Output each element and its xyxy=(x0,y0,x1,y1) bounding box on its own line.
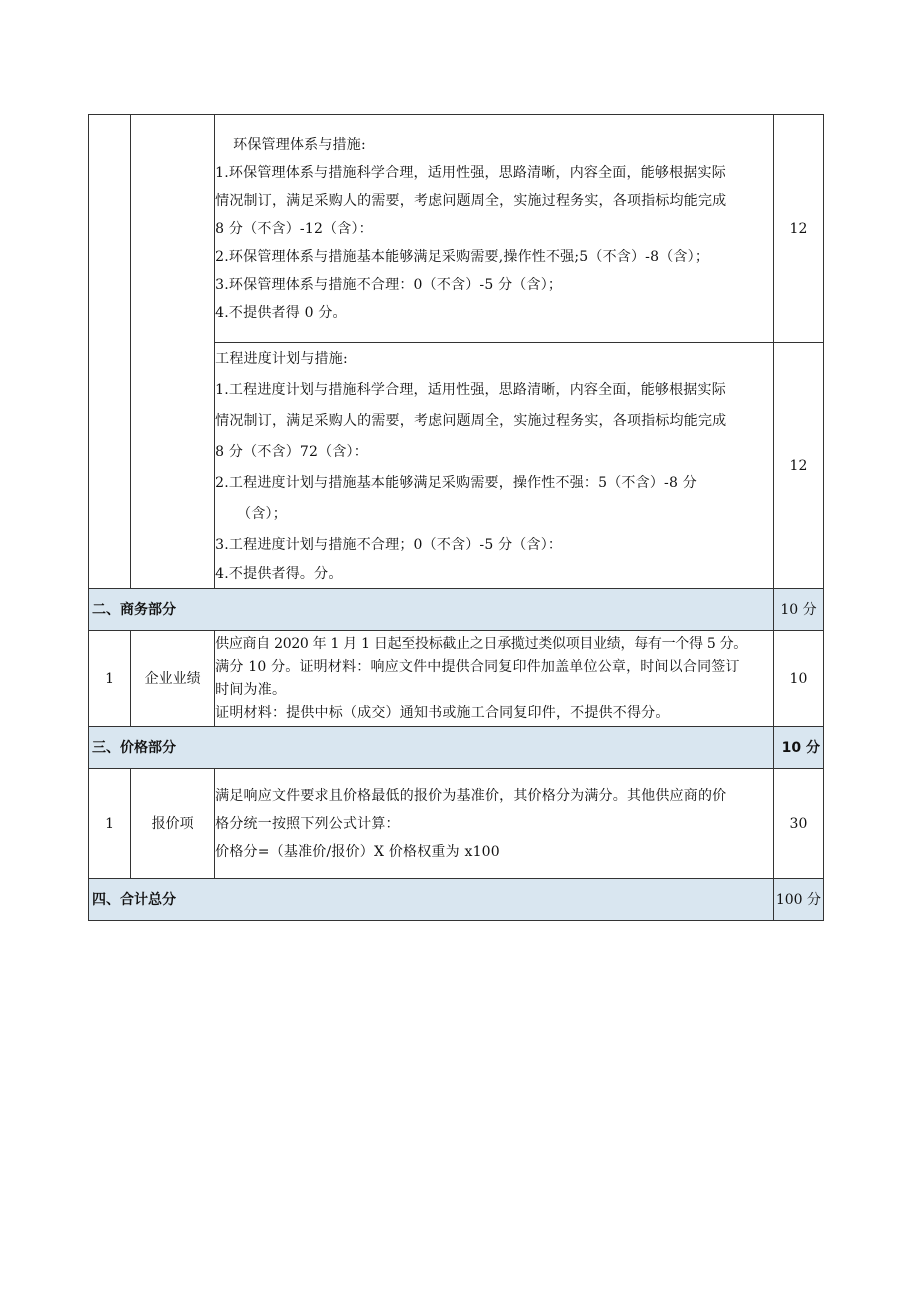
criteria-line: 格分统一按照下列公式计算： xyxy=(215,815,400,832)
section-title: 二、商务部分 xyxy=(89,589,774,631)
criteria-line: （含）； xyxy=(237,505,287,522)
criteria-line: 情况制订，满足采购人的需要，考虑问题周全，实施过程务实，各项指标均能完成 xyxy=(215,192,727,209)
section-title: 三、价格部分 xyxy=(89,727,774,769)
criteria-line: 价格分=（基准价/报价）X 价格权重为 x100 xyxy=(215,843,500,860)
criteria-line: 1.工程进度计划与措施科学合理，适用性强，思路清晰，内容全面，能够根据实际 xyxy=(215,381,726,398)
index-cell: 1 xyxy=(89,631,131,727)
table-row xyxy=(89,769,824,879)
table-row xyxy=(89,631,824,727)
section-title: 四、合计总分 xyxy=(89,879,774,921)
item-name-cell xyxy=(131,115,215,589)
criteria-cell-schedule xyxy=(215,343,774,589)
criteria-line: 2.工程进度计划与措施基本能够满足采购需要，操作性不强：5（不含）-8 分 xyxy=(215,474,697,491)
criteria-line: 4.不提供者得 0 分。 xyxy=(215,304,347,321)
item-name-cell: 报价项 xyxy=(131,769,215,879)
score-cell: 10 xyxy=(773,631,823,727)
criteria-cell-environment xyxy=(215,115,774,343)
criteria-line: 满分 10 分。证明材料：响应文件中提供合同复印件加盖单位公章，时间以合同签订 xyxy=(215,658,740,675)
scoring-table xyxy=(88,114,824,921)
table-row xyxy=(89,115,824,343)
section-row-total xyxy=(89,879,824,921)
criteria-line: 证明材料：提供中标（成交）通知书或施工合同复印件，不提供不得分。 xyxy=(215,704,670,721)
criteria-line: 4.不提供者得。分。 xyxy=(215,565,343,582)
criteria-line: 8 分（不含）72（含）： xyxy=(215,443,368,460)
section-score: 10 分 xyxy=(773,589,823,631)
score-cell: 12 xyxy=(773,115,823,343)
section-score: 10 分 xyxy=(773,727,823,769)
index-cell xyxy=(89,115,131,589)
criteria-line: 1.环保管理体系与措施科学合理，适用性强，思路清晰，内容全面，能够根据实际 xyxy=(215,164,726,181)
criteria-line: 8 分（不含）-12（含）： xyxy=(215,220,373,237)
section-score: 100 分 xyxy=(773,879,823,921)
criteria-title: 工程进度计划与措施: xyxy=(215,350,348,367)
score-cell: 30 xyxy=(773,769,823,879)
criteria-line: 满足响应文件要求且价格最低的报价为基准价，其价格分为满分。其他供应商的价 xyxy=(215,787,727,804)
criteria-line: 供应商自 2020 年 1 月 1 日起至投标截止之日承揽过类似项目业绩，每有一个得 5 分。 xyxy=(215,635,748,652)
criteria-line: 情况制订，满足采购人的需要，考虑问题周全，实施过程务实，各项指标均能完成 xyxy=(215,412,727,429)
criteria-line: 3.环保管理体系与措施不合理：0（不含）-5 分（含）； xyxy=(215,276,563,293)
index-cell: 1 xyxy=(89,769,131,879)
criteria-title: 环保管理体系与措施: xyxy=(233,136,366,153)
criteria-line: 3.工程进度计划与措施不合理；0（不含）-5 分（含）： xyxy=(215,536,563,553)
criteria-line: 2.环保管理体系与措施基本能够满足采购需要,操作性不强;5（不含）-8（含）； xyxy=(215,248,710,265)
criteria-line: 时间为准。 xyxy=(215,681,287,698)
score-cell: 12 xyxy=(773,343,823,589)
criteria-cell-quote xyxy=(215,769,774,879)
section-row-price xyxy=(89,727,824,769)
section-row-business xyxy=(89,589,824,631)
item-name-cell: 企业业绩 xyxy=(131,631,215,727)
criteria-cell-performance xyxy=(215,631,774,727)
